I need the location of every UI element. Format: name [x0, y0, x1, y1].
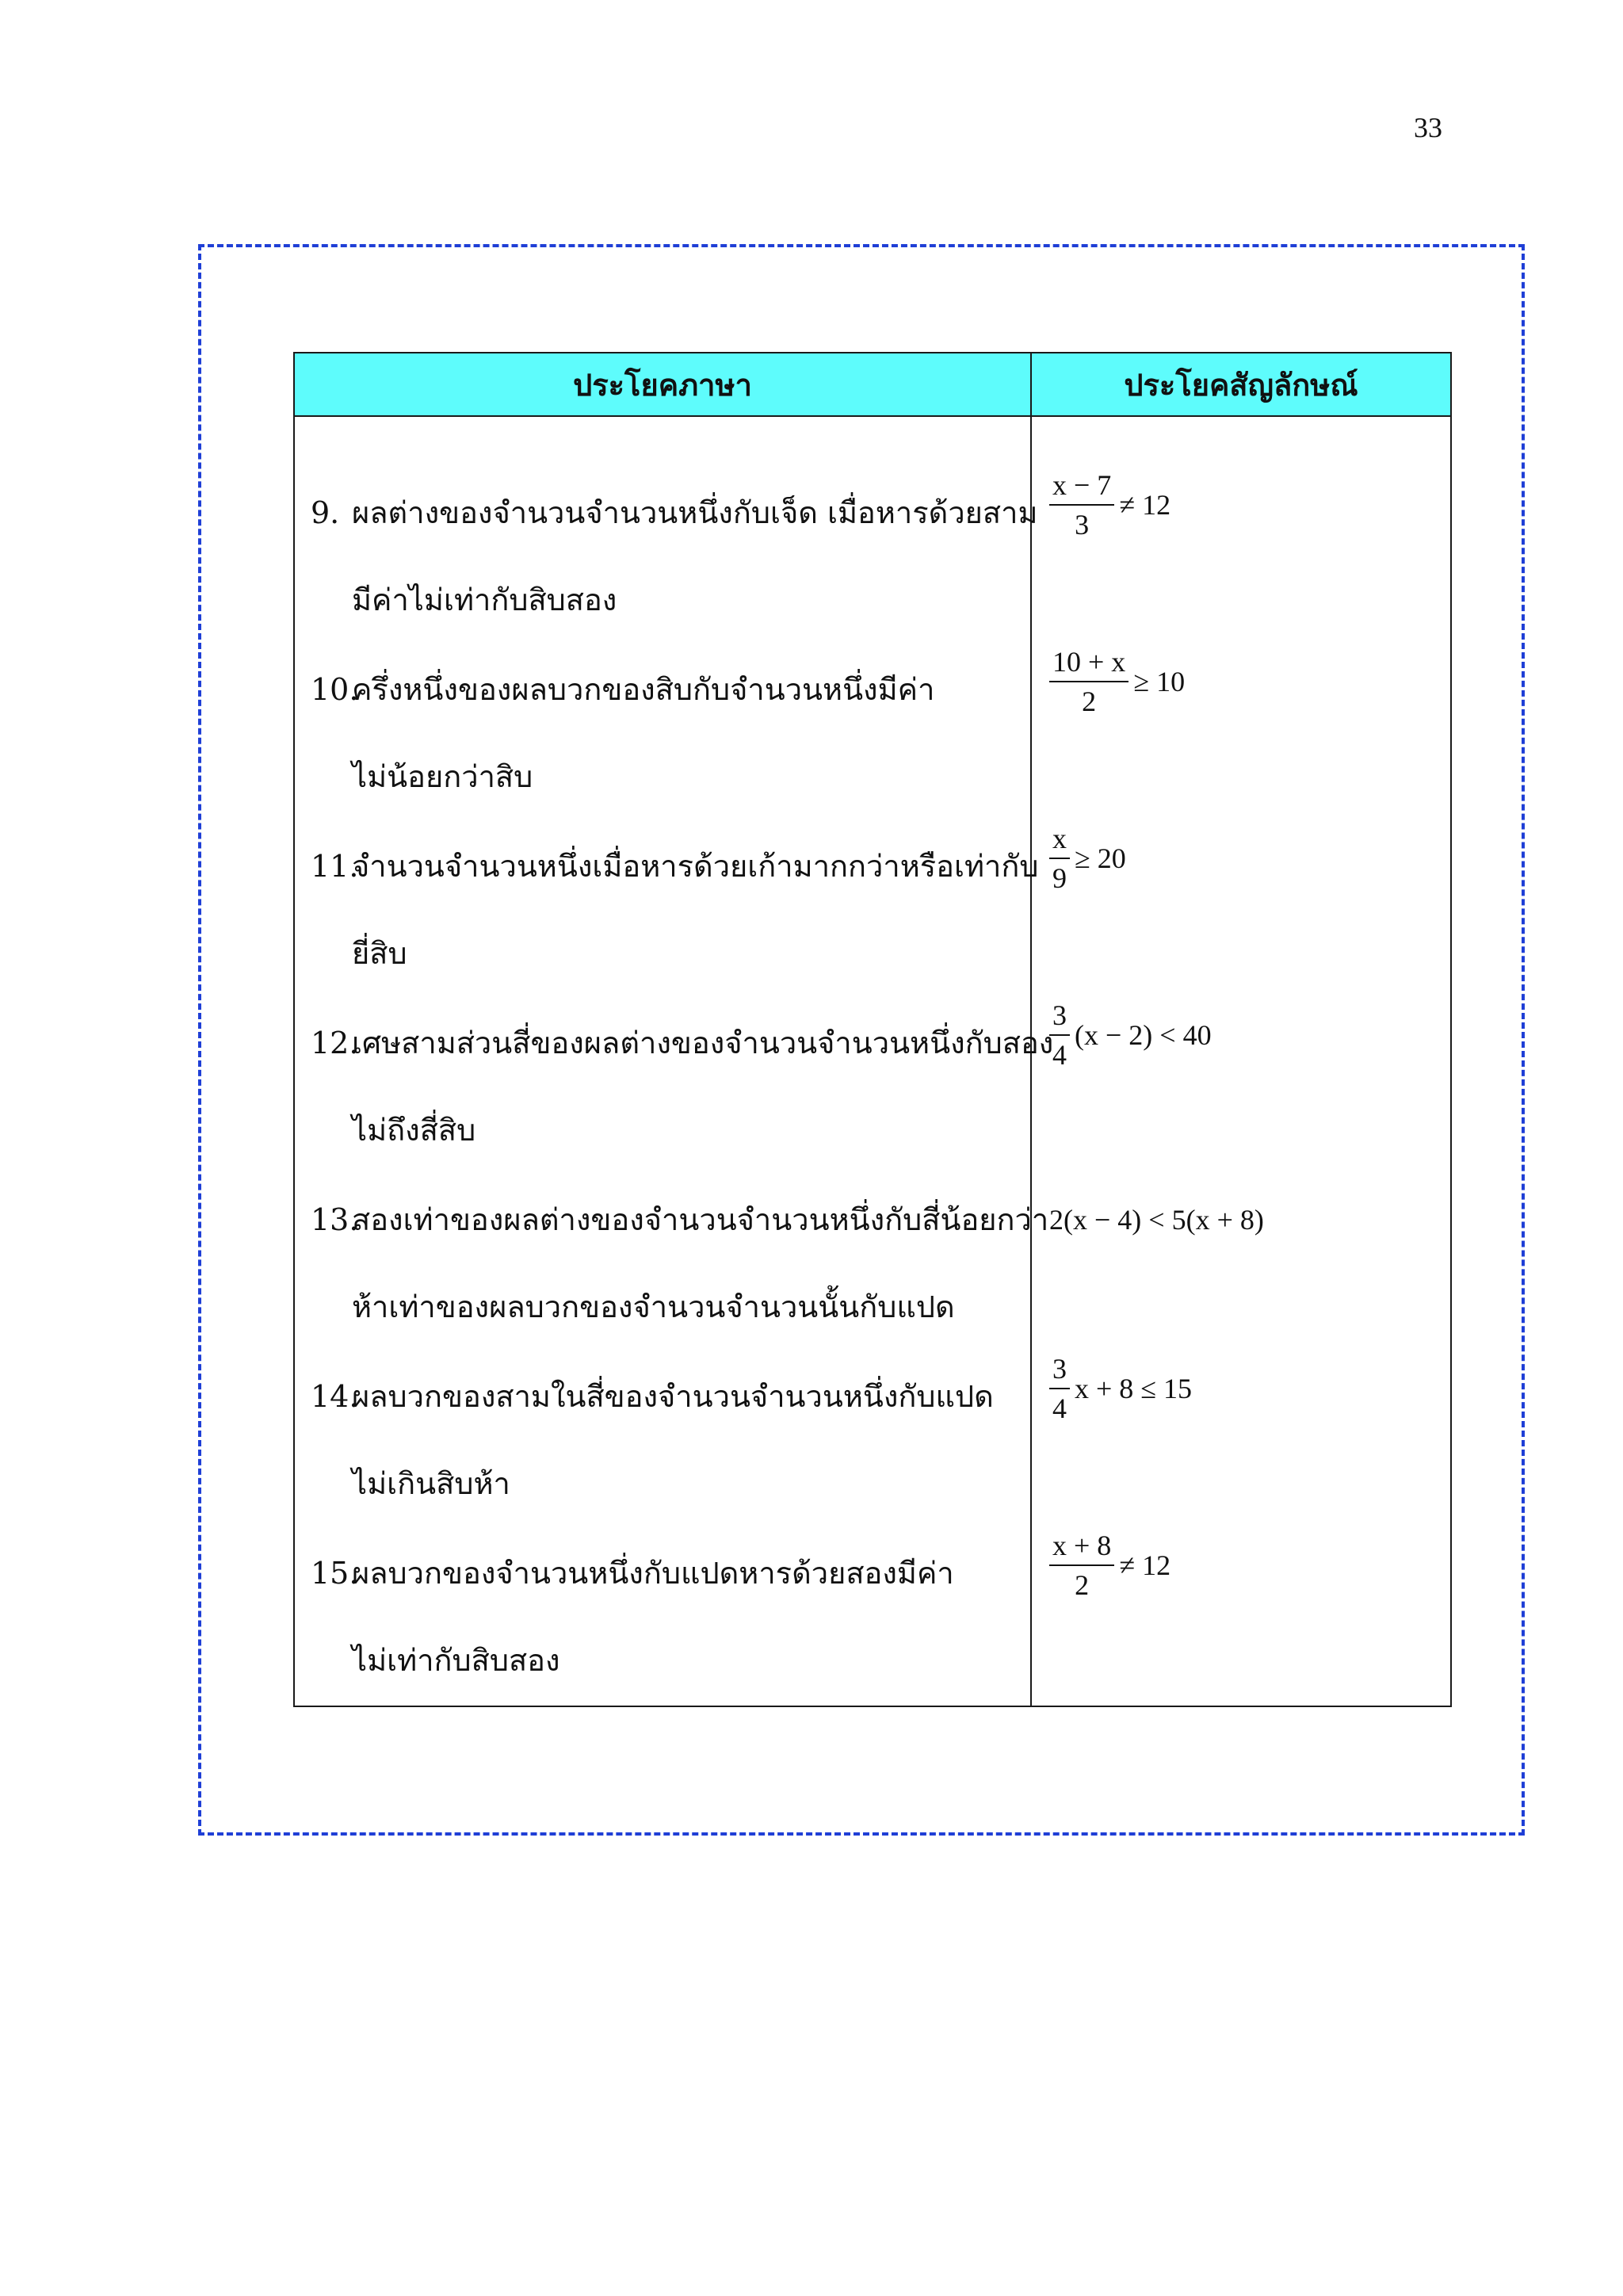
sentence-line-2: ไม่เกินสิบห้า: [352, 1466, 510, 1501]
sentence-line-2: ไม่ถึงสี่สิบ: [352, 1113, 476, 1148]
sentence-line-2: ยี่สิบ: [352, 936, 407, 971]
table-header-row: [294, 353, 1451, 416]
math-expression: [1049, 646, 1185, 717]
language-sentence-item: [295, 614, 1030, 794]
sentence-text: ผลต่างของจำนวนจำนวนหนึ่งกับเจ็ด เมื่อหารด้วยสาม: [352, 495, 1038, 530]
sentence-line-2: มีค่าไม่เท่ากับสิบสอง: [352, 583, 617, 617]
sentence-text: จำนวนจำนวนหนึ่งเมื่อหารด้วยเก้ามากกว่าหรือเท่ากับ: [352, 849, 1039, 884]
fraction-numerator: 3: [1049, 999, 1070, 1036]
item-number: 14.: [311, 1379, 359, 1414]
fraction: [1049, 823, 1070, 894]
fraction: [1049, 1530, 1114, 1601]
sentence-text: ผลบวกของจำนวนหนึ่งกับแปดหารด้วยสองมีค่า: [352, 1556, 954, 1591]
language-sentence-item: [295, 1498, 1030, 1678]
symbol-sentence-column: [1031, 416, 1451, 1706]
expression-tail: ≥ 10: [1133, 666, 1186, 697]
sentence-line-2: ไม่น้อยกว่าสิบ: [352, 759, 533, 794]
symbol-sentence-item: [1032, 1321, 1450, 1498]
item-number: 12.: [311, 1026, 359, 1060]
item-number: 9.: [311, 495, 340, 530]
header-language-sentence: ประโยคภาษา: [294, 353, 1031, 416]
sentence-line-1: [311, 493, 1038, 533]
table-body-row: [294, 416, 1451, 1706]
expression-tail: x + 8 ≤ 15: [1075, 1373, 1193, 1404]
symbol-sentence-item: [1032, 1498, 1450, 1675]
fraction: [1049, 469, 1114, 541]
language-sentence-column: [294, 416, 1054, 1706]
sentence-line-1: [311, 670, 934, 709]
math-expression: 2(x − 4) < 5(x + 8): [1049, 1204, 1264, 1236]
symbol-sentence-item: [1032, 614, 1450, 791]
fraction: [1049, 999, 1070, 1071]
fraction-denominator: 3: [1075, 509, 1090, 541]
language-sentence-item: [295, 791, 1039, 971]
item-number: 11.: [311, 849, 359, 884]
symbol-sentence-item: [1032, 791, 1450, 968]
symbol-sentence-item: [1032, 1144, 1450, 1321]
fraction-denominator: 4: [1052, 1039, 1067, 1071]
fraction-denominator: 2: [1082, 686, 1097, 717]
sentence-line-2: ไม่เท่ากับสิบสอง: [352, 1643, 560, 1678]
sentence-table: [293, 352, 1452, 1707]
header-symbol-sentence: ประโยคสัญลักษณ์: [1031, 353, 1451, 416]
expression-tail: ≠ 12: [1119, 489, 1171, 521]
fraction: [1049, 646, 1128, 717]
sentence-line-1: [311, 1200, 1048, 1240]
item-number: 15.: [311, 1556, 359, 1591]
fraction: [1049, 1353, 1070, 1424]
fraction-numerator: 3: [1049, 1353, 1070, 1389]
fraction-denominator: 9: [1052, 862, 1067, 894]
language-sentence-item: [295, 1144, 1049, 1324]
page-number: 33: [1414, 112, 1442, 143]
math-expression: [1049, 1530, 1170, 1601]
fraction-numerator: x + 8: [1049, 1530, 1114, 1566]
fraction-denominator: 4: [1052, 1392, 1067, 1424]
sentence-text: ครึ่งหนึ่งของผลบวกของสิบกับจำนวนหนึ่งมีค่า: [352, 672, 935, 707]
fraction-numerator: 10 + x: [1049, 646, 1128, 682]
math-expression: [1049, 823, 1126, 894]
sentence-line-1: [311, 1553, 954, 1593]
math-expression: [1049, 1353, 1192, 1424]
fraction-numerator: x: [1049, 823, 1070, 859]
sentence-text: ผลบวกของสามในสี่ของจำนวนจำนวนหนึ่งกับแปด: [352, 1379, 994, 1414]
expression-tail: (x − 2) < 40: [1075, 1019, 1212, 1051]
sentence-line-2: ห้าเท่าของผลบวกของจำนวนจำนวนนั้นกับแปด: [352, 1289, 955, 1324]
symbol-sentence-item: [1032, 968, 1450, 1144]
expression-tail: ≥ 20: [1075, 842, 1126, 874]
sentence-text: สองเท่าของผลต่างของจำนวนจำนวนหนึ่งกับสี่น้อยกว่า: [352, 1202, 1049, 1237]
language-sentence-item: [295, 437, 1038, 617]
item-number: 10.: [311, 672, 359, 707]
expression-tail: ≠ 12: [1119, 1549, 1171, 1581]
fraction-denominator: 2: [1075, 1569, 1090, 1601]
language-sentence-item: [295, 1321, 1030, 1501]
sentence-text: เศษสามส่วนสี่ของผลต่างของจำนวนจำนวนหนึ่งกับสอง: [352, 1026, 1054, 1060]
sentence-line-1: [311, 1023, 1053, 1063]
language-sentence-item: [295, 968, 1054, 1148]
fraction-numerator: x − 7: [1049, 469, 1114, 506]
math-expression: [1049, 999, 1212, 1071]
math-expression: [1049, 469, 1170, 541]
item-number: 13.: [311, 1202, 359, 1237]
sentence-line-1: [311, 1377, 994, 1416]
symbol-sentence-item: [1032, 437, 1450, 614]
sentence-line-1: [311, 846, 1039, 886]
